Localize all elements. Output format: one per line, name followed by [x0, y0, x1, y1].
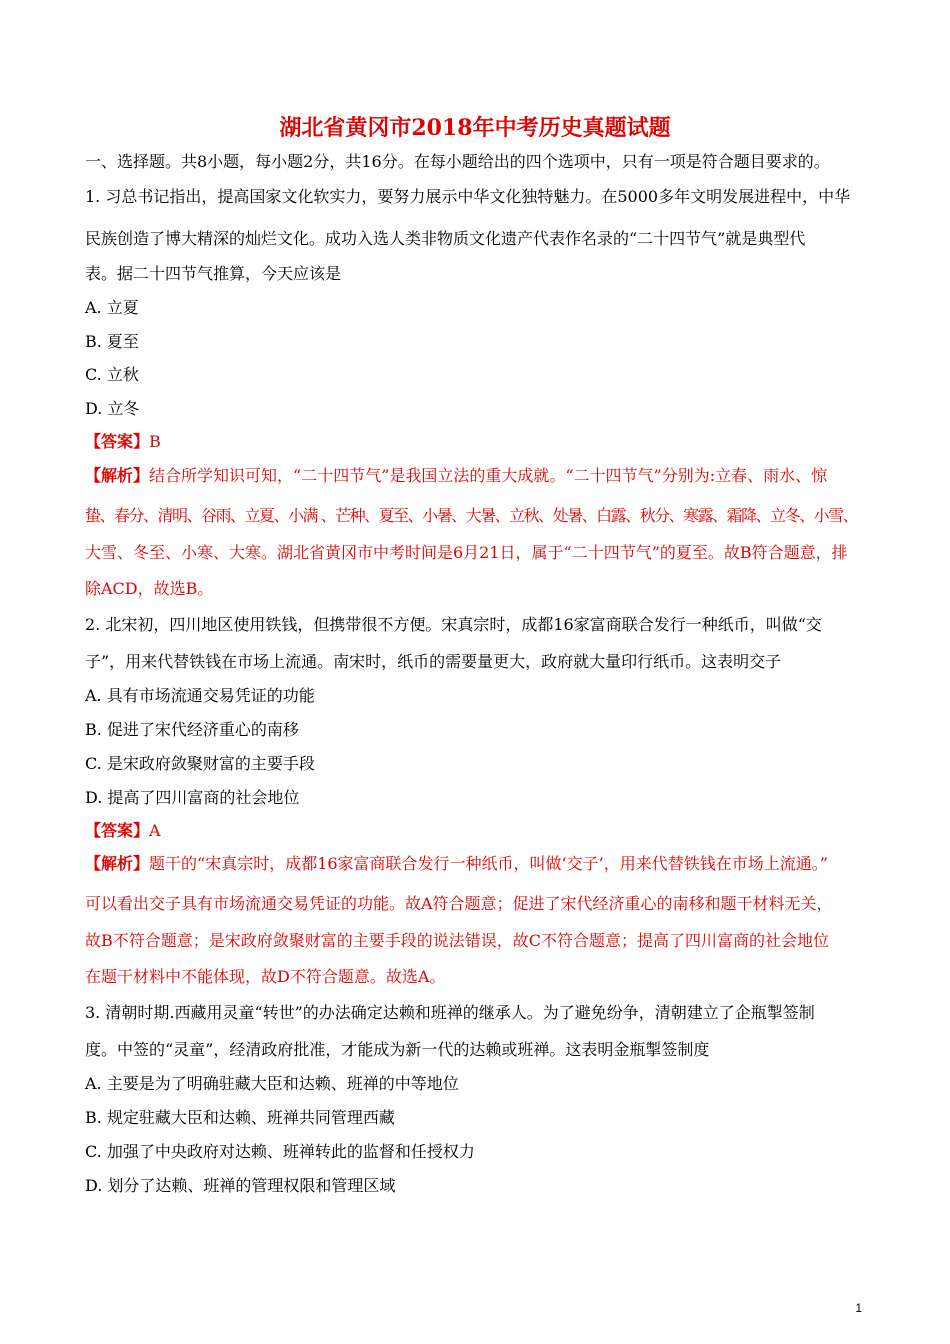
q2-option-b: B. 促进了宋代经济重心的南移 — [85, 720, 299, 739]
q2-option-d: D. 提高了四川富商的社会地位 — [85, 788, 300, 807]
q1-option-a: A. 立夏 — [85, 298, 139, 317]
q1-answer-value: B — [149, 432, 161, 451]
q3-stem-line-2: 度。中签的“灵童”，经清政府批准，才能成为新一代的达赖或班禅。这表明金瓶掣签制度 — [85, 1040, 710, 1059]
q3-stem-line-1: 3. 清朝时期.西藏用灵童“转世”的办法确定达赖和班禅的继承人。为了避免纷争，清朝建立了企瓶掣签制 — [85, 1003, 815, 1022]
q3-option-c: C. 加强了中央政府对达赖、班禅转此的监督和任授权力 — [85, 1142, 475, 1161]
q1-stem-line-2: 民族创造了博大精深的灿烂文化。成功入选人类非物质文化遗产代表作名录的“二十四节气”就是典型代 — [85, 229, 806, 248]
q3-option-b: B. 规定驻藏大臣和达赖、班禅共同管理西藏 — [85, 1108, 395, 1127]
q2-answer — [85, 820, 161, 842]
q2-stem-line-1: 2. 北宋初，四川地区使用铁钱，但携带很不方便。宋真宗时，成都16家富商联合发行一种纸币，叫做“交 — [85, 615, 822, 634]
q1-stem-line-3: 表。据二十四节气推算，今天应该是 — [85, 264, 342, 283]
q2-option-c: C. 是宋政府敛聚财富的主要手段 — [85, 754, 315, 773]
q2-analysis-label: 【解析】 — [85, 854, 150, 873]
q2-analysis-line-1 — [85, 853, 828, 875]
q2-option-a: A. 具有市场流通交易凭证的功能 — [85, 686, 315, 705]
q3-option-d: D. 划分了达赖、班禅的管理权限和管理区域 — [85, 1176, 396, 1195]
q1-analysis-line-3: 大雪、冬至、小寒、大寒。湖北省黄冈市中考时间是6月21日，属于“二十四节气”的夏至。故B符合题意，排 — [85, 543, 848, 562]
q1-option-b: B. 夏至 — [85, 332, 139, 351]
q1-analysis-text-1: 结合所学知识可知，“二十四节气”是我国立法的重大成就。“二十四节气”分别为:立春、雨水、惊 — [149, 466, 828, 485]
q1-answer-label: 【答案】 — [85, 432, 150, 451]
q1-option-c: C. 立秋 — [85, 365, 139, 384]
q1-stem-line-1: 1. 习总书记指出，提高国家文化软实力，要努力展示中华文化独特魅力。在5000多年文明发展进程中，中华 — [85, 187, 851, 206]
q1-analysis-line-2: 蛰、春分、清明、谷雨、立夏、小满 、芒种、夏至、小暑、大暑、立秋、处暑、白露、秋分、寒露、霜降、立冬、小雪、 — [85, 506, 858, 525]
q1-answer — [85, 431, 161, 453]
q2-analysis-line-4: 在题干材料中不能体现，故D不符合题意。故选A。 — [85, 967, 446, 986]
q1-option-d: D. 立冬 — [85, 399, 140, 418]
q2-answer-value: A — [149, 821, 161, 840]
page-number: 1 — [855, 1301, 862, 1315]
q2-analysis-line-2: 可以看出交子具有市场流通交易凭证的功能。故A符合题意；促进了宋代经济重心的南移和题干材料无关， — [85, 894, 833, 913]
q1-analysis-line-4: 除ACD，故选B。 — [85, 579, 214, 598]
q3-option-a: A. 主要是为了明确驻藏大臣和达赖、班禅的中等地位 — [85, 1074, 459, 1093]
q2-stem-line-2: 子”，用来代替铁钱在市场上流通。南宋时，纸币的需要量更大，政府就大量印行纸币。这表明交子 — [85, 652, 782, 671]
page-title: 湖北省黄冈市2018年中考历史真题试题 — [279, 115, 671, 141]
q1-analysis-label: 【解析】 — [85, 466, 150, 485]
q2-answer-label: 【答案】 — [85, 821, 150, 840]
q1-analysis-line-1 — [85, 465, 827, 487]
section-intro: 一、选择题。共8小题，每小题2分，共16分。在每小题给出的四个选项中，只有一项是符合题目要求的。 — [85, 152, 830, 171]
q2-analysis-text-1: 题干的“宋真宗时，成都16家富商联合发行一种纸币，叫做‘交子’，用来代替铁钱在市场上流通。” — [149, 854, 828, 873]
q2-analysis-line-3: 故B不符合题意；是宋政府敛聚财富的主要手段的说法错误，故C不符合题意；提高了四川富商的社会地位 — [85, 931, 830, 950]
